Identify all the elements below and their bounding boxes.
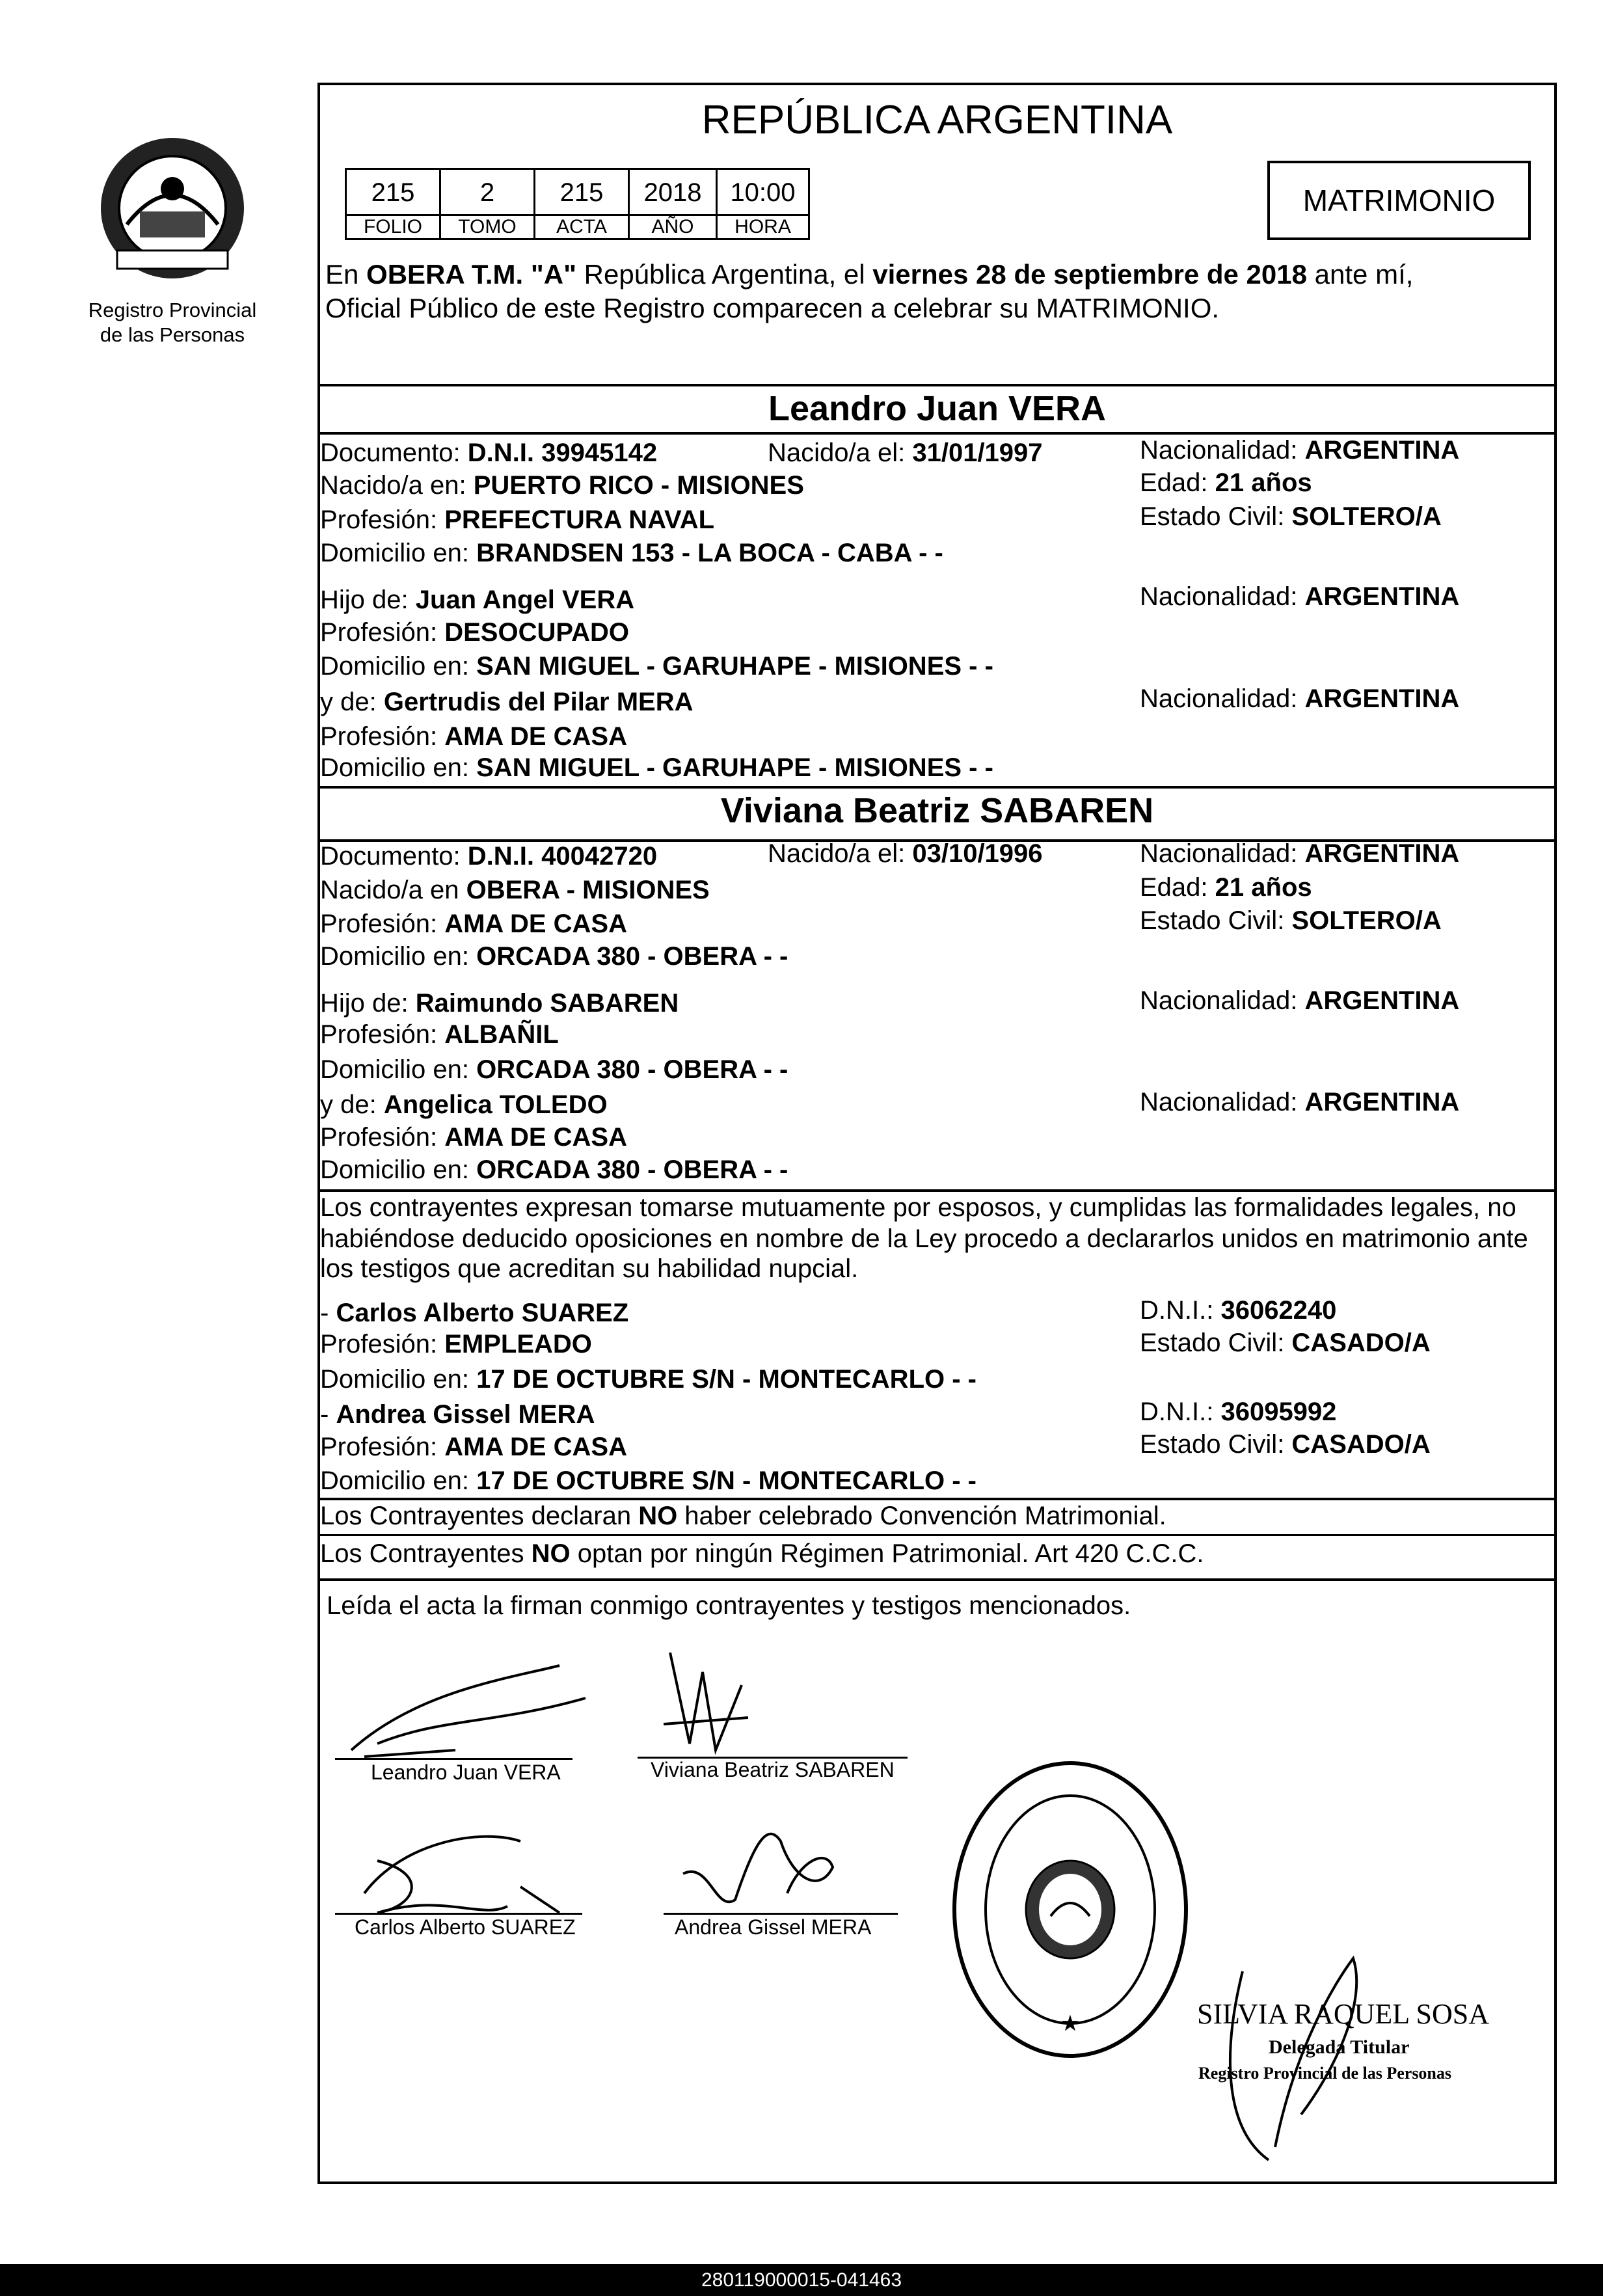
record-type-box xyxy=(1267,161,1531,240)
intro-text-a: En xyxy=(325,259,367,290)
witness1-name: - Carlos Alberto SUAREZ xyxy=(320,1299,629,1327)
emblem-caption-line2: de las Personas xyxy=(100,323,245,346)
witness1-dni: D.N.I.: 36062240 xyxy=(1140,1296,1337,1325)
spouse1-father-nacionalidad: Nacionalidad: ARGENTINA xyxy=(1140,582,1460,611)
spouse1-name: Leandro Juan VERA xyxy=(768,389,1107,428)
spouse1-nacionalidad: Nacionalidad: ARGENTINA xyxy=(1140,436,1460,465)
intro-date: viernes 28 de septiembre de 2018 xyxy=(872,259,1307,290)
spouse1-nacido-el: Nacido/a el: 31/01/1997 xyxy=(768,439,1043,467)
divider xyxy=(317,1578,1557,1581)
declaration-line-2: habiéndose deducido oposiciones en nombre de la Ley procedo a declararlos unidos en matrimonio ante xyxy=(320,1224,1528,1253)
spouse1-mother-profesion: Profesión: AMA DE CASA xyxy=(320,722,627,751)
spouse2-father: Hijo de: Raimundo SABAREN xyxy=(320,989,679,1018)
regime-line-1: Los Contrayentes declaran NO haber celebrado Convención Matrimonial. xyxy=(320,1502,1166,1530)
divider xyxy=(317,786,1557,789)
spouse1-father-profesion: Profesión: DESOCUPADO xyxy=(320,618,629,647)
spouse2-mother-domicilio: Domicilio en: ORCADA 380 - OBERA - - xyxy=(320,1155,788,1184)
signature-name-2: Viviana Beatriz SABAREN xyxy=(651,1758,895,1781)
spouse2-father-profesion: Profesión: ALBAÑIL xyxy=(320,1020,559,1049)
record-type: MATRIMONIO xyxy=(1302,183,1496,217)
spouse2-nacido-el: Nacido/a el: 03/10/1996 xyxy=(768,839,1043,868)
spouse2-documento: Documento: D.N.I. 40042720 xyxy=(320,842,658,871)
anio-value: 2018 xyxy=(628,168,718,216)
spouse1-profesion: Profesión: PREFECTURA NAVAL xyxy=(320,506,715,534)
witness2-domicilio: Domicilio en: 17 DE OCTUBRE S/N - MONTECARLO - - xyxy=(320,1466,977,1495)
tomo-value: 2 xyxy=(439,168,535,216)
spouse2-edad: Edad: 21 años xyxy=(1140,873,1312,902)
spouse1-estado-civil: Estado Civil: SOLTERO/A xyxy=(1140,502,1442,531)
acta-value: 215 xyxy=(533,168,630,216)
spouse2-profesion: Profesión: AMA DE CASA xyxy=(320,910,627,938)
signature-scribble-1 xyxy=(338,1653,612,1770)
signature-scribble-3 xyxy=(338,1815,586,1926)
signature-name-4: Andrea Gissel MERA xyxy=(675,1915,872,1939)
witness2-dni: D.N.I.: 36095992 xyxy=(1140,1398,1337,1426)
official-office: Registro Provincial de las Personas xyxy=(1198,2064,1452,2083)
spouse2-estado-civil: Estado Civil: SOLTERO/A xyxy=(1140,906,1442,935)
signature-scribble-2 xyxy=(651,1646,768,1770)
spouse1-mother-domicilio: Domicilio en: SAN MIGUEL - GARUHAPE - MISIONES - - xyxy=(320,753,993,782)
spouse2-nacionalidad: Nacionalidad: ARGENTINA xyxy=(1140,839,1460,868)
intro-text-b: República Argentina, el xyxy=(576,259,873,290)
spouse1-mother: y de: Gertrudis del Pilar MERA xyxy=(320,688,694,716)
document-code: 280119000015-041463 xyxy=(0,2264,1603,2296)
spouse2-nacido-en: Nacido/a en OBERA - MISIONES xyxy=(320,876,710,904)
divider xyxy=(317,1534,1557,1536)
spouse1-mother-nacionalidad: Nacionalidad: ARGENTINA xyxy=(1140,684,1460,713)
tomo-label: TOMO xyxy=(439,214,535,240)
intro-place: OBERA T.M. "A" xyxy=(366,259,576,290)
spouse1-father-domicilio: Domicilio en: SAN MIGUEL - GARUHAPE - MISIONES - - xyxy=(320,652,993,681)
spouse1-domicilio: Domicilio en: BRANDSEN 153 - LA BOCA - CABA - - xyxy=(320,539,943,567)
witness1-profesion: Profesión: EMPLEADO xyxy=(320,1330,592,1358)
declaration-line-3: los testigos que acreditan su habilidad nupcial. xyxy=(320,1254,859,1283)
witness2-profesion: Profesión: AMA DE CASA xyxy=(320,1433,627,1461)
signature-line xyxy=(335,1758,572,1760)
spouse1-father: Hijo de: Juan Angel VERA xyxy=(320,586,635,614)
intro-line-1 xyxy=(325,259,1413,290)
hora-value: 10:00 xyxy=(716,168,810,216)
anio-label: AÑO xyxy=(628,214,718,240)
spouse2-mother-profesion: Profesión: AMA DE CASA xyxy=(320,1123,627,1152)
spouse1-documento: Documento: D.N.I. 39945142 xyxy=(320,439,658,467)
acta-label: ACTA xyxy=(533,214,630,240)
spouse2-father-nacionalidad: Nacionalidad: ARGENTINA xyxy=(1140,986,1460,1015)
regime-line-2: Los Contrayentes NO optan por ningún Régimen Patrimonial. Art 420 C.C.C. xyxy=(320,1539,1204,1568)
intro-line-2: Oficial Público de este Registro comparecen a celebrar su MATRIMONIO. xyxy=(325,293,1220,323)
spouse2-name: Viviana Beatriz SABAREN xyxy=(720,791,1154,830)
spouse2-mother: y de: Angelica TOLEDO xyxy=(320,1090,608,1119)
signatures-intro: Leída el acta la firman conmigo contrayentes y testigos mencionados. xyxy=(327,1591,1131,1620)
hora-label: HORA xyxy=(716,214,810,240)
witness2-name: - Andrea Gissel MERA xyxy=(320,1400,595,1429)
witness1-domicilio: Domicilio en: 17 DE OCTUBRE S/N - MONTECARLO - - xyxy=(320,1365,977,1394)
folio-label: FOLIO xyxy=(345,214,441,240)
declaration-line-1: Los contrayentes expresan tomarse mutuamente por esposos, y cumplidas las formalidades legales, no xyxy=(320,1193,1516,1222)
witness1-estado-civil: Estado Civil: CASADO/A xyxy=(1140,1329,1431,1357)
official-name: SILVIA RAQUEL SOSA xyxy=(1197,1998,1490,2030)
spouse1-edad: Edad: 21 años xyxy=(1140,468,1312,497)
signature-name-1: Leandro Juan VERA xyxy=(371,1761,561,1784)
spouse1-nacido-en: Nacido/a en: PUERTO RICO - MISIONES xyxy=(320,471,804,500)
emblem-caption xyxy=(72,298,273,347)
page-title: REPÚBLICA ARGENTINA xyxy=(701,98,1173,142)
divider xyxy=(317,384,1557,386)
signature-scribble-4 xyxy=(670,1802,852,1926)
signature-line xyxy=(335,1913,582,1915)
witness2-estado-civil: Estado Civil: CASADO/A xyxy=(1140,1430,1431,1459)
emblem-caption-line1: Registro Provincial xyxy=(88,299,257,321)
province-emblem xyxy=(78,127,267,290)
intro-text-c: ante mí, xyxy=(1307,259,1414,290)
folio-value: 215 xyxy=(345,168,441,216)
spouse2-father-domicilio: Domicilio en: ORCADA 380 - OBERA - - xyxy=(320,1055,788,1084)
spouse2-domicilio: Domicilio en: ORCADA 380 - OBERA - - xyxy=(320,942,788,971)
svg-text:★: ★ xyxy=(1061,2013,1079,2034)
official-title: Delegada Titular xyxy=(1269,2036,1410,2058)
signature-line xyxy=(664,1913,898,1915)
spouse2-mother-nacionalidad: Nacionalidad: ARGENTINA xyxy=(1140,1088,1460,1116)
official-stamp xyxy=(947,1757,1194,2062)
signature-name-3: Carlos Alberto SUAREZ xyxy=(355,1915,576,1939)
